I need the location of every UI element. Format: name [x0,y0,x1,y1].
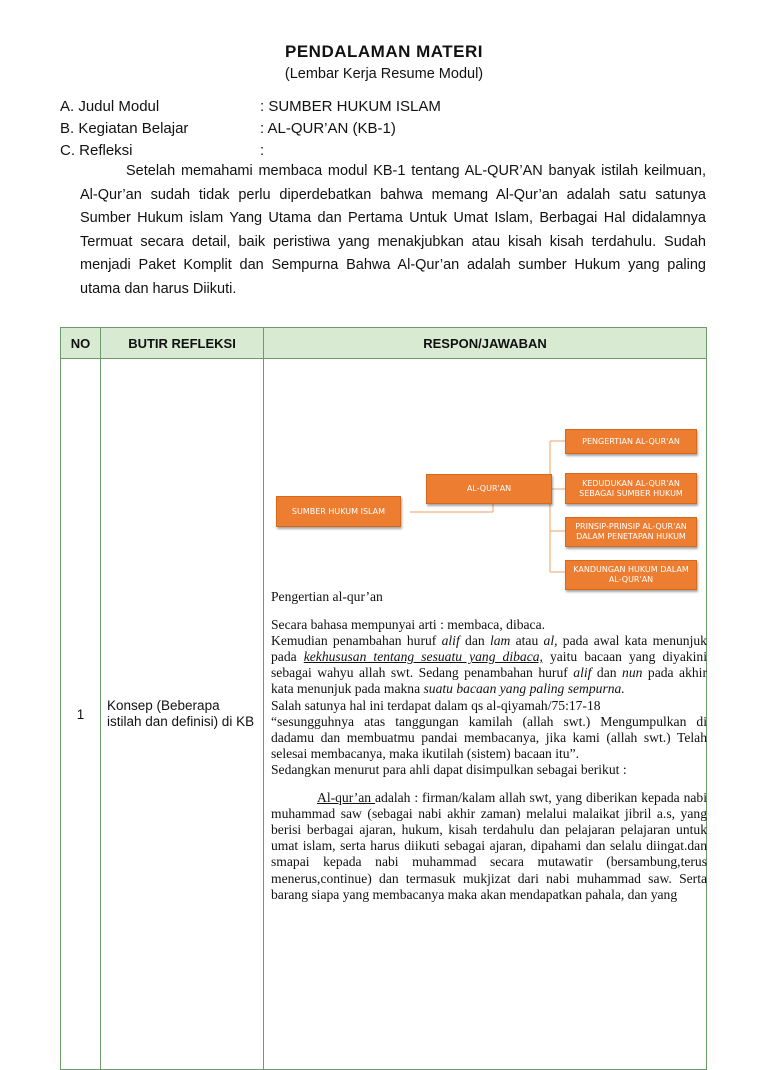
meta-label: B. Kegiatan Belajar [60,120,189,137]
leaf-line: PRINSIP-PRINSIP AL-QUR'AN [575,522,687,531]
diagram-root-box: SUMBER HUKUM ISLAM [276,496,401,527]
leaf-line: SEBAGAI SUMBER HUKUM [579,488,683,498]
header-no: NO [61,328,101,359]
diagram-mid-box: AL-QUR'AN [426,474,552,504]
response-paragraph: Kemudian penambahan huruf alif dan lam atau al, pada awal kata menunjuk pada kekhususan tentang sesuatu yang dibaca, yaitu bacaan yang diyakini sebagai wahyu allah swt. Sedang penambahan huruf alif dan nun pada akhir kata menunjuk pada makna suatu bacaan yang paling sempurna. [271,633,707,697]
reflection-table [60,327,707,1070]
diagram-leaf-box [565,560,697,590]
diagram-leaf-box [565,429,697,454]
response-heading: Pengertian al-qur’an [271,589,383,604]
leaf-line: AL-QUR'AN [608,575,654,584]
page-title: PENDALAMAN MATERI [284,42,483,61]
leaf-line: DALAM PENETAPAN HUKUM [576,532,686,541]
intro-paragraph: Setelah memahami membaca modul KB-1 tentang AL-QUR’AN banyak istilah keilmuan, Al-Qur’an sudah tidak perlu diperdebatkan bahwa memang Al-Qur’an adalah satu satunya Sumber Hukum islam Yang Utama dan Pertama Untuk Umat Islam, Berbagai Hal didalamnya Termuat secara detail, baik peristiwa yang menakjubkan atau kisah kisah terdahulu. Sudah menjadi Paket Komplit dan Sempurna Bahwa Al-Qur’an adalah sumber Hukum yang paling utama dan harus Diikuti. [80,163,706,297]
meta-value: : AL-QUR’AN (KB-1) [260,120,396,137]
response-text [271,589,707,903]
header-respon: RESPON/JAWABAN [264,328,707,359]
response-paragraph: Sedangkan menurut para ahli dapat disimpulkan sebagai berikut : [271,761,627,777]
page-subtitle: (Lembar Kerja Resume Modul) [284,66,484,82]
row-number: 1 [61,359,101,1070]
definition-term: Al-qur’an [317,790,375,806]
meta-label: C. Refleksi [60,142,133,159]
response-definition: Al-qur’an adalah : firman/kalam allah swt, yang diberikan kepada nabi muhammad saw (sebagai nabi akhir zaman) melalui malaikat jibril a.s, yang berisi berbagai ajaran, hukum, kisah terdahulu dan pelajaran pelajaran untuk umat islam, serta harus diikuti sebagai ajaran, dipahami dan selalu diingat.dan smapai kepada nabi muhammad secara mutawatir (bersambung,terus menerus,continue) dan termasuk mukjizat dari nabi muhammad saw. Serta barang siapa yang membacanya maka akan mendapatkan pahala, dan yang [271,790,707,902]
table-row [61,359,707,1070]
response-paragraph: Secara bahasa mempunyai arti : membaca, dibaca. [271,617,546,633]
meta-label: A. Judul Modul [60,98,160,115]
row-butir: Konsep (Beberapa istilah dan definisi) di KB [101,359,264,1070]
diagram-leaf-box [565,473,697,504]
leaf-line: KEDUDUKAN AL-QUR'AN [582,478,680,488]
row-response [264,359,707,1070]
diagram-leaf-box [565,517,697,547]
response-quote: “sesungguhnya atas tanggungan kamilah (allah swt.) Mengumpulkan di dadamu dan membuatmu pandai membacanya, jika kami (allah swt.) Telah selesai membacanya, maka ikutilah (sistem) bacaan itu”. [271,713,707,761]
header-butir: BUTIR REFLEKSI [101,328,264,359]
response-paragraph: Salah satunya hal ini terdapat dalam qs al-qiyamah/75:17-18 [271,697,601,713]
leaf-line: PENGERTIAN AL-QUR'AN [582,436,680,446]
meta-value: : [260,142,265,159]
leaf-line: KANDUNGAN HUKUM DALAM [573,565,689,574]
table-header-row [61,328,707,359]
meta-value: : SUMBER HUKUM ISLAM [260,98,441,115]
